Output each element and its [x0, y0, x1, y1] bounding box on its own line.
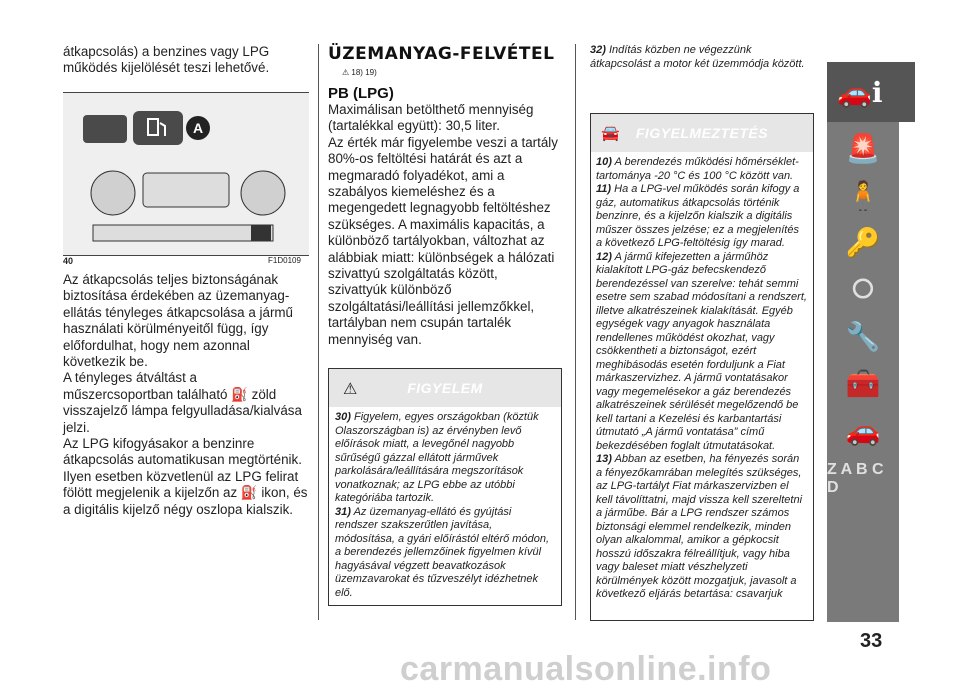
caution-13: 13) Abban az esetben, ha fényezés során a fényezőkamrában melegítés szükséges, az LPG-tartályt Fiat márkaszervizben el kell távolíttatni, majd vissza kell szereltetni a járműbe. Bár a LPG rendszer számos biztonsági elemmel rendelkezik, minden olyan alkalommal, amikor a gépkocsit hosszú időszakra félreállítjuk, vagy hiba vagy baleset miatt vészhelyzeti körülmények között mozgatjuk, javasolt a következő eljárás betartása: csavarjuk: [596, 453, 803, 600]
column-1: [63, 44, 308, 77]
warning-32: 32) Indítás közben ne végezzünk átkapcsolást a motor két üzemmódja között.: [590, 44, 805, 70]
column-1-body: [63, 272, 308, 518]
paragraph-1: Az átkapcsolás teljes biztonságának biztosítása érdekében az üzemanyag-ellátás tényleges átkapcsolása a jármű használati körülményeitől függ, így előfordulhat, hogy nem azonnal következik be.: [63, 272, 294, 370]
airbag-icon[interactable]: 🧍: [845, 180, 881, 211]
index-letters-icon[interactable]: Z A B C D: [827, 461, 884, 496]
intro-text: átkapcsolás) a benzines vagy LPG működés kijelölését teszi lehetővé.: [63, 44, 270, 76]
car-info-icon: 🚗ℹ: [837, 77, 883, 108]
caution-title: FIGYELMEZTETÉS: [635, 125, 769, 141]
para-details: Az érték már figyelembe veszi a tartály 80%-os feltöltési határát és azt a megmaradó folyadékot, ami a szabályos kiemeléshez és a megengedett legnagyobb feltöltéshez szükséges. A maximális kapacitás, a különböző tartályokban, változhat az alábbiak miatt: különbségek a hálózati szivattyú szolgáltatás között, szivattyúk különböző szolgáltatási/leállítási jellemzőkkel, tartályban nem csupán tartalék mennyiség van.: [328, 134, 558, 347]
caution-box-header: [591, 114, 813, 152]
car-service-icon[interactable]: 🚗: [845, 415, 881, 446]
fig-number: 40: [63, 256, 74, 266]
car-caution-icon: 🚘: [601, 125, 620, 142]
fig-label-a: A: [193, 120, 204, 136]
dashboard-illustration: [63, 93, 309, 255]
subtitle: PB (LPG): [328, 85, 394, 102]
lpg-pump-icon: ⛽: [231, 386, 248, 402]
dashboard-figure: [63, 92, 309, 256]
caution-box: [590, 113, 814, 621]
toolbox-icon[interactable]: 🧰: [845, 368, 881, 399]
warning-title: FIGYELEM: [407, 380, 483, 396]
warning-30: 30) Figyelem, egyes országokban (köztük Olaszországban is) az érvényben levő előírások miatt, a levegőnél nagyobb sűrűségű gázzal ellátott járművek parkolására/leállítására megszorítások vonatkoznak; az LPG ebbe az utóbbi kategóriába tartozik.: [335, 411, 539, 504]
warning-31: 31) Az üzemanyag-ellátó és gyújtási rendszer szakszerűtlen javítása, módosítása, a gyári előírástól eltérő módon, a berendezés jellemzőinek figyelmen kívül hagyásával végzett beavatkozások üzemzavarokat és tűzveszélyt idézhetnek elő.: [335, 505, 550, 599]
column-divider-2: [575, 44, 576, 620]
warning-triangle-icon: ⚠: [343, 381, 358, 398]
caution-10: 10) A berendezés működési hőmérséklet-tartománya -20 °C és 100 °C között van.: [596, 156, 799, 182]
refs: ⚠ 18) 19): [342, 68, 377, 77]
watermark: carmanualsonline.info: [400, 650, 772, 688]
steering-wheel-icon[interactable]: ⭘: [851, 273, 875, 304]
warning-box: [328, 368, 562, 606]
warning-light-icon[interactable]: 🚨: [845, 133, 881, 164]
chapter-icon-strip: [827, 62, 899, 622]
active-chapter-tab[interactable]: [827, 62, 915, 122]
warning-box-header: [329, 369, 561, 407]
warning-triangle-icon: ⚠: [342, 68, 350, 77]
column-3-top: [590, 44, 812, 71]
caution-12: 12) A jármű kifejezetten a járműhöz kialakított LPG-gáz befecskendező berendezéssel van szerelve: tehát semmi esetre sem szabad módosítani a rendszert, illetve alkatrészeinek kialakítását. Egyéb egységek vagy anyagok használata rendellenes működést okozhat, vagy csökkentheti a biztonságot, ezért meghibásodás esetén forduljunk a Fiat márkaszervizhez. A jármű vontatásakor vagy megemelésekor a gáz berendezés alkatrészeinek sérülését megelőzendő be kell tartani a Kezelési és karbantartási útmutató „A jármű vontatása” című bekezdésében foglalt útmutatásokat.: [596, 250, 807, 452]
warning-body: [329, 407, 561, 604]
section-title: ÜZEMANYAG-FELVÉTEL: [328, 44, 555, 64]
fig-code: F1D0109: [268, 256, 301, 265]
key-icon[interactable]: 🔑: [845, 227, 881, 258]
caution-11: 11) Ha a LPG-vel működés során kifogy a gáz, automatikus átkapcsolás történik benzinre, és a kijelzőn kialszik a digitális műszer összes jelzése; ez a megjelenítés a következő LPG-feltöltésig így marad.: [596, 183, 800, 249]
page-number: 33: [860, 630, 883, 652]
column-2: [328, 44, 560, 348]
paragraph-2: A tényleges átváltást a műszercsoportban található ⛽ zöld visszajelző lámpa felgyulladása/kialvása jelzi.: [63, 370, 302, 435]
caution-body: [591, 152, 813, 606]
tools-icon[interactable]: 🔧: [845, 321, 881, 352]
column-divider-1: [318, 44, 319, 620]
paragraph-3: Az LPG kifogyásakor a benzinre átkapcsolás automatikusan megtörténik. Ilyen esetben közvetlenül az LPG felirat fölött megjelenik a kijelzőn az ⛽ ikon, és a digitális kijelző négy oszlopa kialszik.: [63, 436, 308, 517]
para-capacity: Maximálisan betölthető mennyiség (tartalékkal együtt): 30,5 liter.: [328, 102, 534, 134]
fuel-pump-icon: ⛽: [240, 485, 258, 501]
